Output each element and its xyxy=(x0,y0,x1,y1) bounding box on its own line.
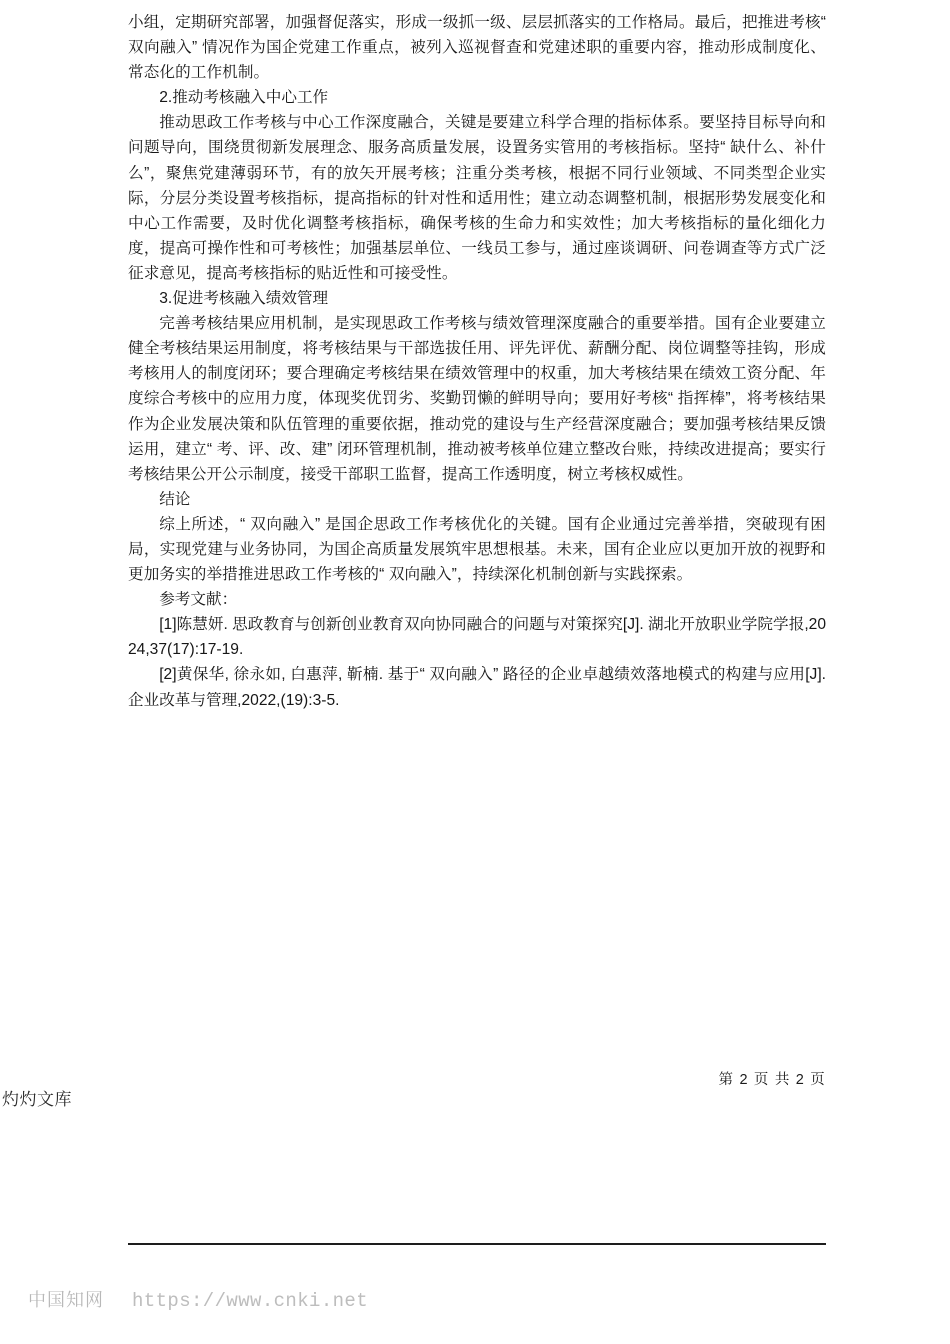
watermark-library: 灼灼文库 xyxy=(2,1090,72,1109)
section-heading-3: 3.促进考核融入绩效管理 xyxy=(159,290,329,308)
cnki-footer xyxy=(28,1286,368,1312)
cnki-brand-label: 中国知网 xyxy=(28,1290,104,1310)
document-body-text xyxy=(128,10,826,713)
paragraph-block: 综上所述，“ 双向融入” 是国企思政工作考核优化的关键。国有企业通过完善举措，突破现有困局，实现党建与业务协同，为国企高质量发展筑牢思想根基。未来，国有企业应以更加开放的视野和更加务实的举措推进思政工作考核的“ 双向融入”，持续深化机制创新与实践探索。 xyxy=(128,515,826,584)
section-heading-2: 2.推动考核融入中心工作 xyxy=(159,89,329,107)
cnki-url-label[interactable]: https://www.cnki.net xyxy=(132,1290,369,1312)
paragraph-block: 完善考核结果应用机制，是实现思政工作考核与绩效管理深度融合的重要举措。国有企业要建立健全考核结果运用制度，将考核结果与干部选拔任用、评先评优、薪酬分配、岗位调整等挂钩，形成考核用人的制度闭环；要合理确定考核结果在绩效管理中的权重，加大考核结果在绩效工资分配、年度综合考核中的应用力度，体现奖优罚劣、奖勤罚懒的鲜明导向；要用好考核“ 指挥棒”，将考核结果作为企业发展决策和队伍管理的重要依据，推动党的建设与生产经营深度融合；要加强考核结果反馈运用，建立“ 考、评、改、建” 闭环管理机制，推动被考核单位建立整改台账，持续改进提高；要实行考核结果公开公示制度，接受干部职工监督，提高工作透明度，树立考核权威性。 xyxy=(128,315,826,483)
page-number-footer: 第 2 页 共 2 页 xyxy=(718,1072,826,1088)
paragraph-block: 小组，定期研究部署，加强督促落实，形成一级抓一级、层层抓落实的工作格局。最后，把推进考核“ 双向融入” 情况作为国企党建工作重点，被列入巡视督查和党建述职的重要内容，推动形成制度化、常态化的工作机制。 xyxy=(128,14,826,82)
reference-entry: [2]黄保华, 徐永如, 白惠萍, 靳楠. 基于“ 双向融入” 路径的企业卓越绩效落地模式的构建与应用[J]. 企业改革与管理,2022,(19):3-5. xyxy=(128,666,826,709)
section-heading-references: 参考文献： xyxy=(159,591,238,609)
footer-divider xyxy=(128,1243,826,1245)
section-heading-conclusion: 结论 xyxy=(159,490,191,508)
reference-entry: [1]陈慧妍. 思政教育与创新创业教育双向协同融合的问题与对策探究[J]. 湖北开放职业学院学报,2024,37(17):17-19. xyxy=(128,616,826,659)
paragraph-block: 推动思政工作考核与中心工作深度融合，关键是要建立科学合理的指标体系。要坚持目标导向和问题导向，围绕贯彻新发展理念、服务高质量发展，设置务实管用的考核指标。坚持“ 缺什么、补什么”，聚焦党建薄弱环节，有的放矢开展考核；注重分类考核，根据不同行业领域、不同类型企业实际，分层分类设置考核指标，提高指标的针对性和适用性；建立动态调整机制，根据形势发展变化和中心工作需要，及时优化调整考核指标，确保考核的生命力和实效性；加大考核指标的量化细化力度，提高可操作性和可考核性；加强基层单位、一线员工参与，通过座谈调研、问卷调查等方式广泛征求意见，提高考核指标的贴近性和可接受性。 xyxy=(128,114,826,282)
